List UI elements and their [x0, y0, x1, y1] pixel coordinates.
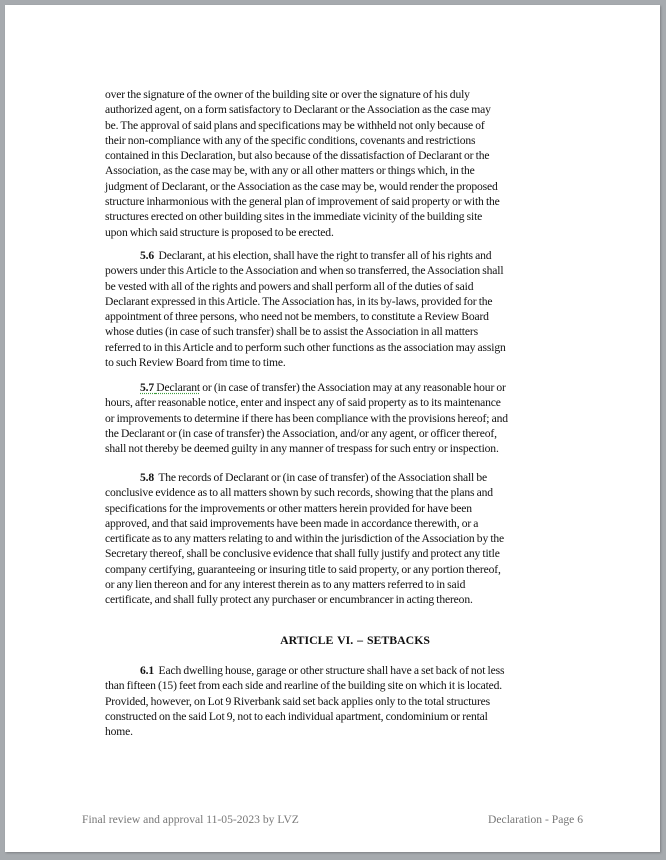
text-line: or improvements to determine if there has been compliance with the provisions hereof; and	[105, 411, 508, 425]
section-number: 5.7	[140, 381, 155, 394]
paragraph-lines	[105, 87, 593, 240]
text-line: upon which said structure is proposed to be erected.	[105, 225, 334, 239]
text-line: be. The approval of said plans and specifications may be withheld not only because of	[105, 118, 485, 132]
text-line: constructed on the said Lot 9, not to each individual apartment, condominium or rental	[105, 709, 488, 723]
text-line: home.	[105, 725, 133, 739]
first-word: Declarant	[156, 381, 201, 394]
text-line: conclusive evidence as to all matters shown by such records, showing that the plans and	[105, 486, 493, 500]
text-line: the Declarant or (in case of transfer) the Association, and/or any agent, or officer thereof,	[105, 426, 497, 440]
text-line: judgment of Declarant, or the Association as the case may be, would render the proposed	[105, 179, 498, 193]
text-line: Provided, however, on Lot 9 Riverbank said set back applies only to the total structures	[105, 694, 491, 708]
text-line: The records of Declarant or (in case of transfer) of the Association shall be	[158, 471, 488, 484]
spellcheck-flagged-text[interactable]	[140, 381, 200, 394]
text-line: structures erected on other building sites in the immediate vicinity of the building site	[105, 210, 483, 224]
article-heading: ARTICLE VI. – SETBACKS	[280, 633, 430, 647]
text-line: powers under this Article to the Association and when so transferred, the Association shall	[105, 264, 504, 278]
paragraph-lines	[105, 663, 593, 739]
first-line	[105, 248, 593, 263]
footer-left: Final review and approval 11-05-2023 by LVZ	[82, 813, 299, 826]
text-line: than fifteen (15) feet from each side and rearline of the building site on which it is located.	[105, 679, 503, 693]
paragraph-lines	[105, 470, 593, 608]
text-line: structure inharmonious with the general plan of improvement of said property or with the	[105, 195, 500, 209]
text-line: certificate, and shall fully protect any purchaser or encumbrancer in acting thereon.	[105, 593, 473, 607]
text-line: hours, after reasonable notice, enter and inspect any of said property as to its maintenance	[105, 396, 501, 410]
text-line: contained in this Declaration, but also because of the dissatisfaction of Declarant or the	[105, 149, 490, 163]
text-line: whose duties (in case of such transfer) shall be to assist the Association in all matters	[105, 325, 478, 339]
section-number: 6.1	[140, 664, 155, 677]
text-line: or any lien thereon and for any interest therein as to any matters referred to in said	[105, 578, 466, 592]
text-line: their non-compliance with any of the specific conditions, covenants and restrictions	[105, 133, 476, 147]
text-line: Secretary thereof, shall be conclusive evidence that shall fully justify and protect any title	[105, 547, 500, 561]
text-line: appointment of three persons, who need not be members, to constitute a Review Board	[105, 310, 489, 324]
text-line: approved, and that said improvements have been made in accordance therewith, or a	[105, 516, 479, 530]
section-5-7	[105, 380, 593, 456]
section-5-6	[105, 248, 593, 370]
text-line: shall not thereby be deemed guilty in any manner of trespass for such entry or inspection.	[105, 442, 499, 456]
section-number: 5.6	[140, 249, 155, 262]
paragraph-continuation	[105, 87, 593, 240]
first-line	[105, 470, 593, 485]
first-line	[105, 663, 593, 678]
text-line: or (in case of transfer) the Association may at any reasonable hour or	[202, 381, 506, 394]
text-line: Declarant expressed in this Article. The Association has, in its by-laws, provided for the	[105, 294, 493, 308]
text-line: specifications for the improvements or other matters herein provided for have been	[105, 501, 472, 515]
text-line: certificate as to any matters relating to and within the jurisdiction of the Association by the	[105, 532, 505, 546]
footer-page-number: Declaration - Page 6	[488, 813, 583, 826]
text-line: Each dwelling house, garage or other structure shall have a set back of not less	[158, 664, 505, 677]
text-line: Association, as the case may be, with any or all other matters or things which, in the	[105, 164, 475, 178]
text-line: company certifying, guaranteeing or insuring title to said property, or any portion thereof,	[105, 562, 501, 576]
section-6-1	[105, 663, 593, 739]
section-5-8	[105, 470, 593, 608]
first-line	[105, 380, 593, 395]
text-line: authorized agent, on a form satisfactory to Declarant or the Association as the case may	[105, 103, 491, 117]
section-number: 5.8	[140, 471, 155, 484]
text-line: Declarant, at his election, shall have the right to transfer all of his rights and	[158, 249, 492, 262]
paragraph-lines	[105, 248, 593, 370]
document-page	[5, 5, 660, 852]
text-line: over the signature of the owner of the building site or over the signature of his duly	[105, 88, 470, 101]
paragraph-lines	[105, 380, 593, 456]
text-line: be vested with all of the rights and powers and shall perform all of the duties of said	[105, 279, 474, 293]
text-line: referred to in this Article and to perform such other functions as the association may assign	[105, 340, 506, 354]
text-line: to such Review Board from time to time.	[105, 356, 286, 370]
